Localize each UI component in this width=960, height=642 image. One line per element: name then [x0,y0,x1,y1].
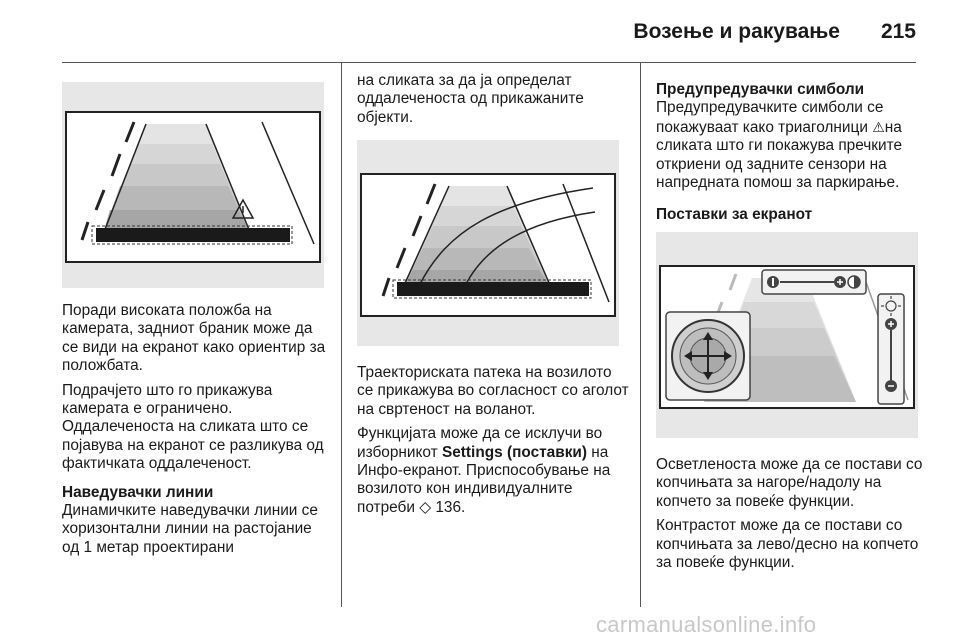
paragraph: на сликата за да ја определат оддалеченоста од прикажаните објекти. [357,72,584,126]
column-1-text [62,302,328,563]
heading-guide-lines: Наведувачки линии [62,483,214,501]
text-span: на сликата што ги покажува пречките откриени од задните сензори на напредната помош за паркирање. [656,118,903,192]
paragraph [357,425,629,517]
figure-trajectory [357,140,619,346]
menu-reference: Settings (поставки) [441,443,587,461]
column-divider-1 [341,62,342,607]
paragraph: Осветленоста може да се постави со копчињата за нагоре/надолу на копчето за повеќе функции. [656,456,923,510]
column-3-text-top [656,81,928,225]
heading-warning-symbols: Предупредувачки симболи [656,81,865,98]
page-number: 215 [880,20,916,43]
page-reference: ◇ 136. [419,498,466,516]
column-3-text [656,456,928,578]
paragraph: Подрачјето што го прикажува камерата е ограничено. Оддалеченоста на сликата што се појавува на екранот се разликува од фактичката оддалеченост. [62,381,324,473]
paragraph: Поради високата положба на камерата, задниот браник може да се види на екранот како ориентир за положбата. [62,302,326,375]
column-2-text [357,364,629,523]
watermark: carmanualsonline.info [596,612,817,637]
page-title: Возење и ракување [633,20,840,43]
figure-guide-lines [62,82,324,288]
page-header [0,0,960,64]
heading-screen-settings: Поставки за екранот [656,206,813,224]
column-divider-2 [640,62,641,607]
text-span: на Инфо-екранот. Приспособување на возилото кон индивидуалните потреби [357,443,611,516]
text-span: Функцијата може да се исклучи во изборникот [357,425,603,461]
figure-screen-settings [656,232,918,438]
warning-triangle-icon: ⚠ [872,118,885,135]
paragraph: Траекториската патека на возилото се прикажува во согласност со аголот на свртеност на воланот. [357,364,629,418]
paragraph: Контрастот може да се постави со копчињата за лево/десно на копчето за повеќе функции. [656,517,919,572]
column-2-text-top [357,72,629,133]
paragraph: Динамичките наведувачки линии се хоризонтални линии на растојание од 1 метар проектирани [62,502,318,556]
paragraph [656,99,928,192]
header-rule [62,62,916,63]
text-span: Предупредувачките симболи се покажуваат како триаголници [656,99,884,136]
